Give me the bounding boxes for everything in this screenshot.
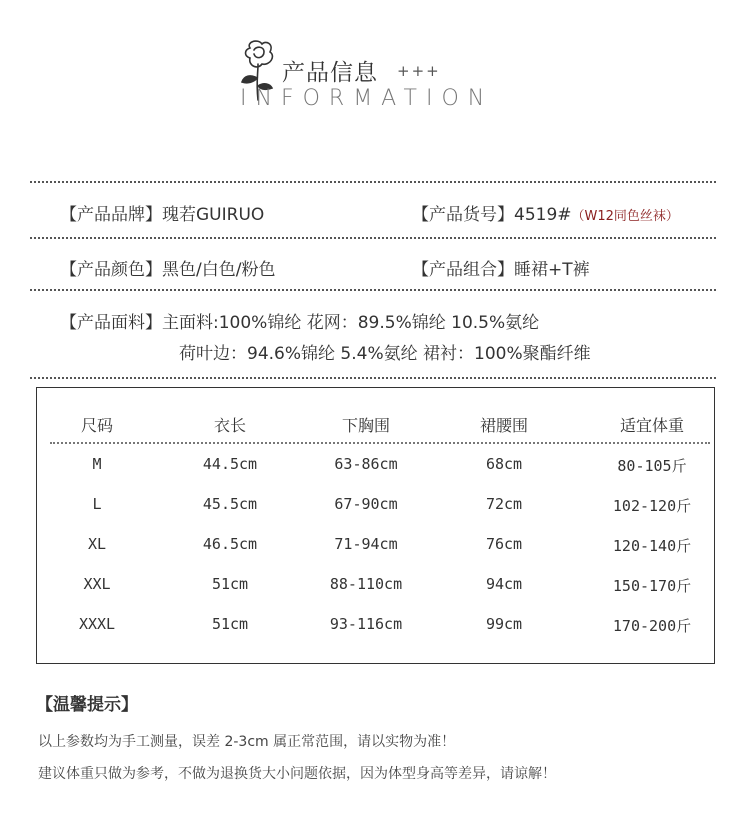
sku-note: （W12同色丝袜）: [571, 209, 679, 224]
table-header-length: 衣长: [213, 416, 247, 435]
table-cell: 46.5cm: [202, 535, 258, 553]
table-cell: 63-86cm: [334, 455, 398, 473]
color-label: 【产品颜色】: [60, 260, 162, 280]
table-cell: 68cm: [485, 455, 523, 473]
size-table: [36, 387, 715, 664]
table-header-underbust: 下胸围: [341, 416, 391, 435]
table-cell: L: [92, 495, 102, 513]
table-cell: 72cm: [485, 495, 523, 513]
table-header-size: 尺码: [80, 416, 114, 435]
fabric-line-2: 荷叶边：94.6%锦纶 5.4%氨纶 裙衬：100%聚酯纤维: [179, 344, 591, 364]
sku-label: 【产品货号】: [412, 205, 514, 225]
table-header-weight: 适宜体重: [619, 416, 685, 435]
brand-row: [60, 200, 264, 225]
table-cell: 94cm: [485, 575, 523, 593]
table-cell: 120-140斤: [612, 537, 692, 555]
table-cell: 88-110cm: [329, 575, 403, 593]
fabric-row: [60, 308, 539, 333]
table-cell: 51cm: [211, 615, 249, 633]
table-cell: 93-116cm: [329, 615, 403, 633]
table-cell: M: [92, 455, 102, 473]
combo-row: [412, 255, 590, 280]
table-cell: 99cm: [485, 615, 523, 633]
table-cell: 44.5cm: [202, 455, 258, 473]
table-cell: 67-90cm: [334, 495, 398, 513]
tips-title: 【温馨提示】: [36, 695, 138, 715]
table-cell: 51cm: [211, 575, 249, 593]
table-header-divider: [50, 442, 710, 444]
sku-value: 4519#: [514, 205, 572, 225]
table-cell: 102-120斤: [612, 497, 692, 515]
table-cell: XXXL: [78, 615, 116, 633]
table-cell: 150-170斤: [612, 577, 692, 595]
title-decoration: +++: [397, 62, 441, 80]
table-cell: XXL: [83, 575, 111, 593]
table-cell: 170-200斤: [612, 617, 692, 635]
color-value: 黑色/白色/粉色: [162, 260, 276, 280]
combo-label: 【产品组合】: [412, 260, 514, 280]
tip-line-2: 建议体重只做为参考，不做为退换货大小问题依据，因为体型身高等差异，请谅解！: [38, 766, 556, 782]
brand-value: 瑰若GUIRUO: [162, 205, 265, 225]
color-row: [60, 255, 275, 280]
dotted-divider: [30, 377, 716, 379]
table-cell: 71-94cm: [334, 535, 398, 553]
fabric-label: 【产品面料】: [60, 313, 162, 333]
sku-row: [412, 200, 679, 225]
dotted-divider: [30, 181, 716, 183]
tip-line-1: 以上参数均为手工测量，误差 2-3cm 属正常范围，请以实物为准！: [38, 734, 456, 750]
table-cell: 45.5cm: [202, 495, 258, 513]
dotted-divider: [30, 237, 716, 239]
dotted-divider: [30, 289, 716, 291]
table-cell: 80-105斤: [617, 457, 687, 475]
brand-label: 【产品品牌】: [60, 205, 162, 225]
table-header-waist: 裙腰围: [479, 416, 529, 435]
section-subtitle: INFORMATION: [240, 86, 494, 111]
table-cell: XL: [87, 535, 107, 553]
fabric-line-1: 主面料:100%锦纶 花网：89.5%锦纶 10.5%氨纶: [162, 313, 540, 333]
table-cell: 76cm: [485, 535, 523, 553]
section-title: 产品信息: [282, 60, 378, 86]
combo-value: 睡裙+T裤: [514, 260, 590, 280]
